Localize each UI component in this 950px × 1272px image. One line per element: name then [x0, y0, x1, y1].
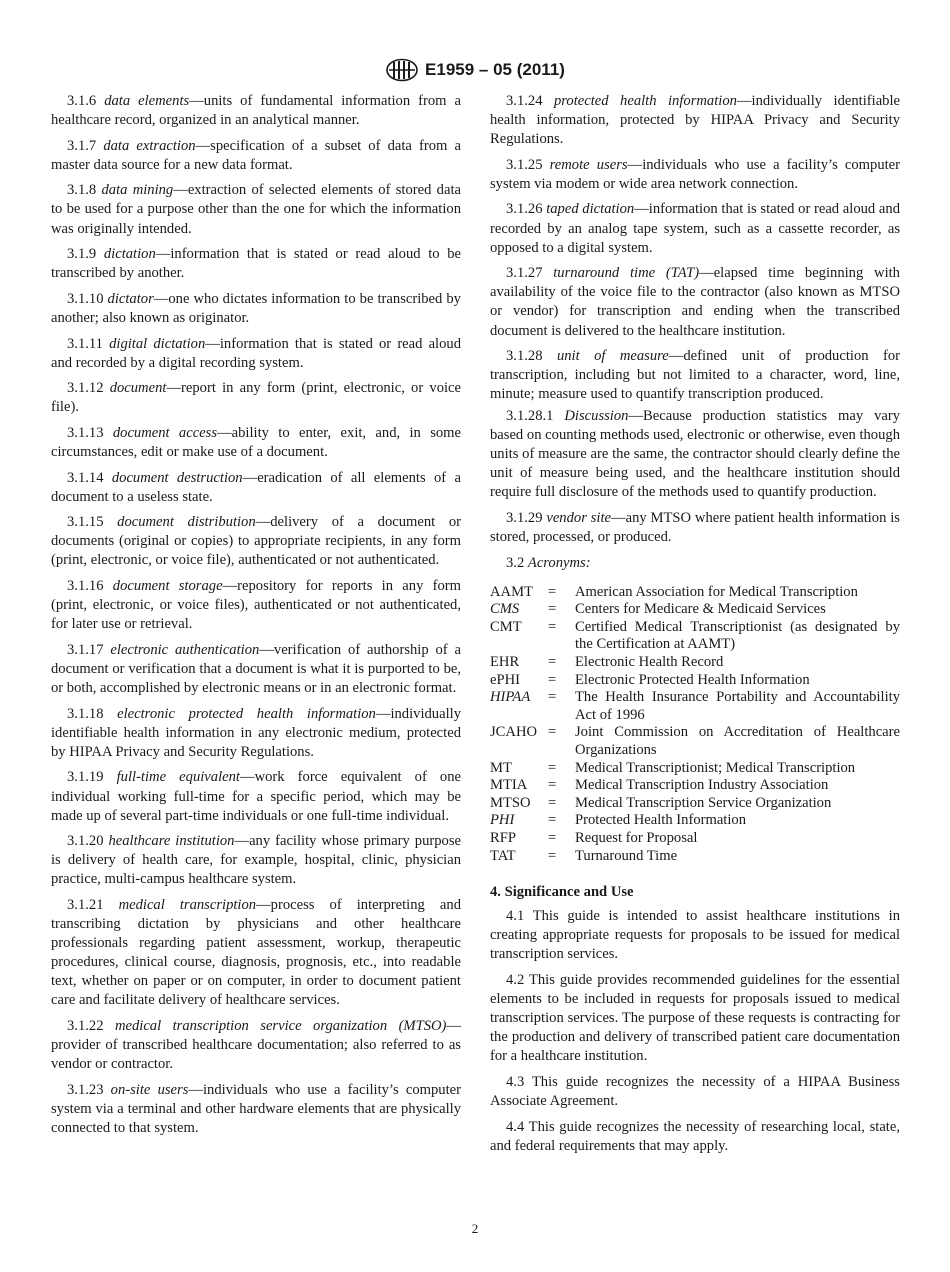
acronym-abbreviation: MTSO: [490, 794, 531, 811]
clause-number: 3.1.7: [67, 137, 97, 154]
defined-term: data elements: [104, 93, 190, 109]
clause-number: 3.1.28: [506, 348, 543, 365]
acronym-abbreviation: JCAHO: [490, 724, 538, 741]
standard-designation: E1959 – 05 (2011): [425, 60, 565, 79]
definition-paragraph: [51, 705, 461, 762]
definition-text: —defined unit of production for transcription, including but not limited to a character, word, line, minute; measure used to quantify transcription produced.: [490, 348, 900, 403]
paragraph-text: This guide recognizes the necessity of researching local, state, and federal requirements that may apply.: [490, 1118, 900, 1154]
definition-text: —individually identifiable health information, protected by HIPAA Privacy and Security Regulations.: [490, 93, 901, 148]
clause-number: 3.1.12: [67, 380, 104, 397]
acronym-row: [490, 795, 900, 813]
acronym-equals: =: [548, 724, 557, 741]
defined-term: Discussion: [564, 407, 629, 424]
definition-text: —repository for reports in any form (print, electronic, or voice files), authenticated or not authenticated, for later use or retrieval.: [51, 578, 462, 633]
acronym-abbreviation: EHR: [490, 654, 520, 671]
acronym-equals: =: [548, 583, 557, 600]
clause-number: 3.1.13: [67, 424, 104, 441]
clause-number: 3.1.26: [506, 201, 543, 218]
defined-term: protected health information: [553, 93, 737, 109]
section-heading: 4. Significance and Use: [490, 884, 634, 901]
paragraph-text: This guide recognizes the necessity of a HIPAA Business Associate Agreement.: [490, 1074, 900, 1110]
acronym-equals: =: [548, 794, 557, 811]
defined-term: document: [109, 380, 167, 397]
definition-paragraph: [51, 424, 461, 462]
definition-paragraph: [51, 245, 461, 283]
definition-paragraph: [51, 832, 461, 889]
definition-text: —individuals who use a facility’s computer system via modem or wide area network connection.: [490, 156, 901, 192]
acronym-abbreviation: RFP: [490, 829, 516, 846]
definition-paragraph: [51, 1017, 461, 1074]
clause-number: 3.1.24: [506, 93, 543, 109]
clause-number: 3.1.22: [67, 1018, 104, 1035]
acronym-expansion: Centers for Medicare & Medicaid Services: [575, 601, 826, 618]
clause-number: 3.1.23: [67, 1081, 104, 1098]
definition-text: —verification of authorship of a document or verification that a document is what it is purported to be, or both, accomplished by electronic means or in an electronic format.: [51, 641, 461, 697]
defined-term: digital dictation: [109, 335, 206, 352]
clause-number: 3.1.15: [67, 514, 104, 531]
defined-term: document access: [112, 424, 218, 441]
clause-number: 3.1.9: [67, 246, 97, 263]
definition-paragraph: [490, 200, 900, 257]
acronym-row: [490, 584, 900, 602]
definition-paragraph: [51, 379, 461, 417]
acronym-equals: =: [548, 777, 557, 794]
defined-term: on-site users: [110, 1081, 189, 1098]
defined-term: data mining: [101, 182, 174, 199]
defined-term: data extraction: [103, 137, 196, 154]
acronym-row: [490, 812, 900, 830]
acronym-abbreviation: CMS: [490, 601, 520, 618]
acronym-row: [490, 830, 900, 848]
clause-number: 4.3: [506, 1074, 525, 1090]
acronym-equals: =: [548, 759, 557, 776]
definition-paragraph: [490, 407, 900, 502]
defined-term: turnaround time (TAT): [553, 265, 700, 282]
definition-paragraph: [490, 264, 900, 340]
clause-number: 3.1.28.1: [506, 407, 554, 424]
page-number: 2: [471, 1221, 479, 1236]
acronym-expansion: Protected Health Information: [575, 812, 747, 829]
clause-number: 3.2: [506, 554, 525, 571]
defined-term: medical transcription: [118, 896, 257, 913]
definition-text: —provider of transcribed healthcare documentation; also referred to as vendor or contractor.: [51, 1018, 461, 1073]
acronym-row: [490, 672, 900, 690]
acronym-equals: =: [548, 829, 557, 846]
defined-term: document distribution: [117, 514, 256, 531]
acronym-row: [490, 848, 900, 866]
definition-paragraph: [51, 641, 461, 698]
defined-term: medical transcription service organization (MTSO): [114, 1018, 447, 1035]
clause-number: 3.1.21: [67, 896, 104, 913]
acronym-row: [490, 689, 900, 724]
clause-number: 3.1.29: [506, 509, 543, 526]
acronym-expansion: Electronic Health Record: [575, 654, 724, 671]
clause-number: 4.4: [506, 1118, 525, 1135]
definition-text: —any MTSO where patient health information is stored, processed, or produced.: [490, 509, 900, 545]
acronym-equals: =: [548, 601, 557, 618]
section-paragraph: [490, 1073, 900, 1111]
page-header: [0, 58, 950, 82]
paragraph-text: This guide provides recommended guidelines for the essential elements to be included in requests for proposals issued to medical transcription services. The purpose of these requests is contracting for the production and delivery of transcribed patient care documentation for a healthcare institution.: [490, 972, 900, 1065]
acronym-equals: =: [548, 689, 557, 706]
defined-term: document destruction: [111, 469, 243, 486]
defined-term: document storage: [112, 578, 223, 595]
definition-paragraph: [51, 1081, 461, 1138]
definition-text: —individuals who use a facility’s computer system via a terminal and other hardware elements that are physically connected to that system.: [51, 1081, 461, 1136]
definition-paragraph: [51, 290, 461, 328]
definition-paragraph: [490, 509, 900, 547]
acronym-abbreviation: HIPAA: [490, 689, 531, 706]
acronym-expansion: Medical Transcription Industry Association: [575, 777, 829, 794]
acronym-row: [490, 619, 900, 654]
clause-number: 3.1.14: [67, 469, 104, 486]
clause-number: 4.2: [506, 972, 525, 989]
definition-text: —information that is stated or read aloud to be transcribed by another.: [51, 246, 462, 282]
definition-text: —information that is stated or read aloud and recorded by an analog tape system, such as a cassette recorder, as opposed to a digital system.: [490, 201, 900, 256]
definition-text: —one who dictates information to be transcribed by another; also known as originator.: [51, 290, 461, 326]
left-column: [51, 92, 461, 1145]
acronyms-label: Acronyms:: [527, 554, 591, 571]
section-paragraph: [490, 907, 900, 964]
acronym-equals: =: [548, 671, 557, 688]
acronym-expansion: Turnaround Time: [575, 847, 678, 864]
clause-number: 3.1.27: [506, 265, 543, 282]
acronyms-table: [490, 584, 900, 866]
definition-text: —any facility whose primary purpose is delivery of health care, for example, hospital, clinic, physician practice, multi-campus healthcare system.: [51, 833, 462, 888]
clause-number: 3.1.19: [67, 769, 104, 786]
definition-paragraph: [51, 513, 461, 570]
acronym-expansion: Joint Commission on Accreditation of Healthcare Organizations: [575, 724, 900, 758]
definition-text: —Because production statistics may vary based on counting methods used, electronic or otherwise, even though units of measure are the same, the contractor should clearly define the unit of measure being used, and the healthcare institution should require full disclosure of the methods used to quantify production.: [490, 407, 900, 501]
defined-term: electronic authentication: [110, 641, 260, 658]
definition-paragraph: [51, 896, 461, 1011]
definition-text: —elapsed time beginning with availability of the voice file to the contractor (also known as MTSO or vendor) for transcription and ending when the transcribed document is delivered to the healthcare institution.: [490, 265, 900, 339]
defined-term: electronic protected health information: [117, 705, 376, 722]
clause-number: 3.1.17: [67, 641, 104, 658]
definition-text: —information that is stated or read aloud and recorded by a digital recording system.: [51, 335, 461, 371]
definition-paragraph: [490, 92, 900, 149]
definition-text: —units of fundamental information from a healthcare record, organized in an analytical manner.: [51, 93, 461, 129]
acronym-row: [490, 724, 900, 759]
definition-paragraph: [51, 768, 461, 825]
clause-number: 3.1.11: [67, 335, 103, 352]
section-paragraph: [490, 1118, 900, 1156]
clause-number: 3.1.25: [506, 156, 543, 173]
definition-text: —specification of a subset of data from a master data source for a new data format.: [51, 137, 461, 173]
acronym-abbreviation: MTIA: [490, 777, 528, 794]
acronym-row: [490, 760, 900, 778]
acronym-expansion: Certified Medical Transcriptionist (as designated by the Certification at AAMT): [575, 618, 900, 653]
definition-paragraph: [51, 92, 461, 130]
definition-text: —eradication of all elements of a document to a useless state.: [51, 469, 461, 505]
defined-term: dictation: [103, 246, 156, 263]
definition-paragraph: [51, 335, 461, 373]
acronym-abbreviation: TAT: [490, 847, 516, 864]
acronym-row: [490, 601, 900, 619]
astm-logo-icon: [385, 58, 419, 82]
clause-number: 3.1.8: [67, 182, 97, 199]
defined-term: dictator: [107, 290, 154, 307]
definition-text: —individually identifiable health information in any electronic medium, protected by HIPAA Privacy and Security Regulations.: [51, 705, 461, 760]
definition-paragraph: [51, 577, 461, 634]
acronym-expansion: Medical Transcription Service Organization: [575, 794, 832, 811]
acronym-abbreviation: PHI: [490, 812, 515, 829]
defined-term: unit of measure: [556, 348, 669, 365]
clause-number: 3.1.16: [67, 578, 104, 595]
definition-paragraph: [51, 469, 461, 507]
definition-text: —report in any form (print, electronic, or voice file).: [51, 380, 461, 416]
definition-text: —delivery of a document or documents (original or copies) to appropriate recipients, in any form (print, electronic, or voice file), authenticated or not authenticated.: [51, 514, 461, 569]
definition-paragraph: [51, 137, 461, 175]
clause-number: 3.1.20: [67, 833, 104, 850]
clause-number: 3.1.18: [67, 705, 104, 722]
acronym-equals: =: [548, 847, 557, 864]
acronym-abbreviation: AAMT: [490, 583, 533, 600]
clause-number: 3.1.6: [67, 93, 97, 109]
clause-number: 3.1.10: [67, 290, 104, 307]
acronym-equals: =: [548, 654, 557, 671]
definition-paragraph: [490, 156, 900, 194]
acronym-expansion: Medical Transcriptionist; Medical Transcription: [575, 759, 856, 776]
definition-text: —work force equivalent of one individual working full-time for a specific period, which may be made up of several part-time individuals or one full-time individual.: [51, 769, 461, 824]
defined-term: full-time equivalent: [116, 769, 240, 786]
acronym-abbreviation: ePHI: [490, 671, 520, 688]
acronym-abbreviation: MT: [490, 759, 512, 776]
defined-term: remote users: [549, 156, 628, 173]
definition-paragraph: [490, 347, 900, 404]
definition-text: —extraction of selected elements of stored data to be used for a purpose other than the one for which the information was originally intended.: [51, 182, 461, 237]
defined-term: vendor site: [546, 509, 611, 526]
acronym-abbreviation: CMT: [490, 618, 522, 635]
defined-term: healthcare institution: [108, 833, 235, 850]
clause-number: 4.1: [506, 908, 525, 925]
acronym-equals: =: [548, 812, 557, 829]
defined-term: taped dictation: [546, 201, 635, 218]
acronym-expansion: American Association for Medical Transcription: [575, 583, 858, 600]
right-column: [490, 92, 900, 1162]
definition-text: —ability to enter, exit, and, in some circumstances, edit or make use of a document.: [51, 424, 462, 460]
acronym-row: [490, 654, 900, 672]
acronym-row: [490, 777, 900, 795]
definition-paragraph: [51, 181, 461, 238]
acronym-expansion: The Health Insurance Portability and Accountability Act of 1996: [575, 689, 900, 723]
acronym-equals: =: [548, 618, 557, 635]
definition-text: —process of interpreting and transcribing dictation by physicians and other healthcare professionals regarding patient assessment, workup, therapeutic procedures, clinical course, diagnosis, prognosis, etc., into readable text, whether on paper or on computer, in order to document patient care and facilitate delivery of healthcare services.: [51, 896, 461, 1009]
paragraph-text: This guide is intended to assist healthcare institutions in creating appropriate requests for proposals to be issued for medical transcription services.: [490, 908, 900, 963]
acronyms-heading: [490, 554, 900, 573]
section-paragraph: [490, 971, 900, 1066]
acronym-expansion: Electronic Protected Health Information: [575, 671, 810, 688]
acronym-expansion: Request for Proposal: [575, 829, 698, 846]
